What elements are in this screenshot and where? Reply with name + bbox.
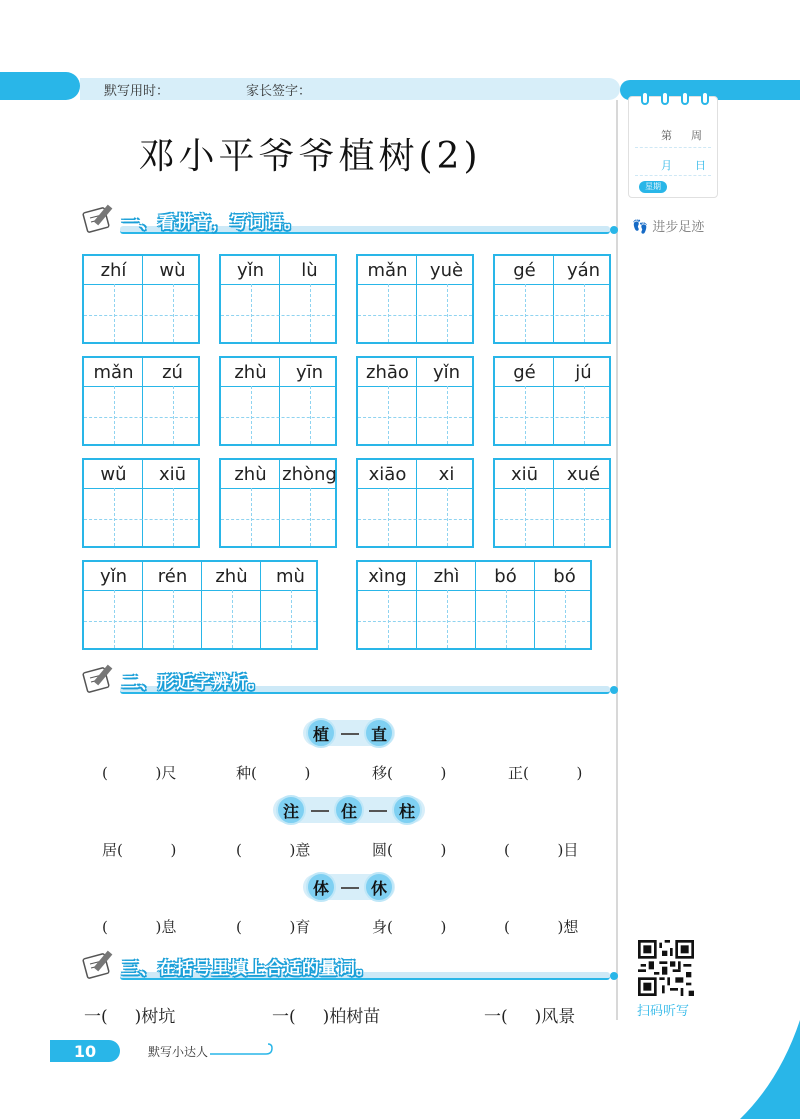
pinyin-syllable: yán [566,259,601,281]
section-2-title: 二、形近字辨析。 [122,673,266,693]
pinyin-word-box[interactable] [82,458,200,548]
pinyin-word-box[interactable] [356,356,474,446]
pinyin-syllable: xiū [510,463,539,485]
measure-item[interactable]: 一( )树坑 [84,1007,176,1027]
pinyin-word-box[interactable] [493,458,611,548]
char: 住 [334,795,364,825]
section-1-header [82,202,618,238]
char: 直 [364,718,394,748]
char: 柱 [392,795,422,825]
calendar-card [628,96,718,198]
pinyin-syllable: yǐn [432,361,461,383]
section-3-header [82,948,618,984]
blank-item[interactable]: ( )想 [504,918,579,936]
pinyin-word-box[interactable] [82,254,200,344]
blank-item[interactable]: 正( ) [508,764,583,782]
blank-item[interactable]: ( )息 [102,918,177,936]
blank-item[interactable]: 圆( ) [372,841,447,859]
pinyin-word-box[interactable] [82,356,200,446]
progress-footprints [632,216,704,235]
pinyin-syllable: bó [553,565,576,587]
measure-item[interactable]: 一( )柏树苗 [272,1007,381,1027]
measure-item[interactable]: 一( )风景 [484,1007,576,1027]
blank-item[interactable]: 居( ) [102,841,177,859]
header-accent [0,72,80,100]
pinyin-syllable: zhí [100,259,127,281]
qr-code-icon[interactable] [638,940,694,996]
calendar-yue: 月 [661,159,672,172]
section-2-header [82,662,618,698]
pinyin-word-box[interactable] [356,560,592,650]
pinyin-syllable: zhì [433,565,460,587]
pinyin-syllable: yīn [295,361,324,383]
pinyin-syllable: wù [159,259,186,281]
pinyin-syllable: zhāo [366,361,409,383]
pinyin-syllable: lù [301,259,318,281]
ring-icon [701,91,709,105]
pinyin-syllable: xi [438,463,455,485]
pinyin-word-box[interactable] [219,458,337,548]
pinyin-syllable: yuè [429,259,464,281]
blank-item[interactable]: 身( ) [372,918,447,936]
pinyin-word-box[interactable] [82,560,318,650]
pinyin-word-box[interactable] [219,356,337,446]
char: 注 [276,795,306,825]
pencil-notebook-icon [82,662,118,694]
calendar-ri: 日 [695,159,706,172]
calendar-zhou: 周 [691,129,702,142]
weekday-badge: 星期 [639,181,667,193]
calendar-di: 第 [661,129,672,142]
blank-item[interactable]: ( )育 [236,918,311,936]
time-label: 默写用时： [104,84,170,99]
pinyin-syllable: zhòng [282,463,337,485]
qr-label: 扫码听写 [637,1004,690,1019]
blank-item[interactable]: 种( ) [236,764,311,782]
pinyin-syllable: jú [575,361,592,383]
pinyin-syllable: mǎn [367,259,408,281]
blank-item[interactable]: ( )目 [504,841,579,859]
pencil-notebook-icon [82,202,118,234]
pinyin-word-box[interactable] [493,254,611,344]
pinyin-word-box[interactable] [219,254,337,344]
pinyin-syllable: zhù [234,361,267,383]
parent-signature-label: 家长签字： [246,84,312,99]
pinyin-syllable: yǐn [236,259,265,281]
pinyin-syllable: xiāo [368,463,407,485]
pinyin-syllable: wǔ [100,463,127,485]
ring-icon [641,91,649,105]
ring-icon [661,91,669,105]
pinyin-word-box[interactable] [493,356,611,446]
char: 体 [306,872,336,902]
blank-item[interactable]: ( )尺 [102,764,177,782]
pinyin-syllable: gé [513,361,536,383]
blank-item[interactable]: ( )意 [236,841,311,859]
page-title: 邓小平爷爷植树(2) [138,136,482,177]
pinyin-syllable: xìng [368,565,407,587]
pinyin-word-box[interactable] [356,254,474,344]
footprint-icon: 👣 [632,220,649,235]
pinyin-syllable: zhù [234,463,267,485]
pinyin-syllable: mǎn [93,361,134,383]
pencil-notebook-icon [82,948,118,980]
pinyin-syllable: yǐn [99,565,128,587]
pinyin-syllable: xué [566,463,601,485]
section-3-title: 三、在括号里填上合适的量词。 [122,959,374,979]
margin-divider [616,100,618,1020]
pinyin-syllable: zú [162,361,183,383]
pinyin-syllable: bó [494,565,517,587]
page-number: 10 [50,1040,120,1062]
section-1-title: 一、看拼音，写词语。 [122,213,302,233]
pinyin-syllable: xiū [158,463,187,485]
blank-item[interactable]: 移( ) [372,764,447,782]
pinyin-syllable: rén [157,565,188,587]
ring-icon [681,91,689,105]
pinyin-syllable: mù [276,565,305,587]
footer-swoosh [210,1043,274,1057]
char: 植 [306,718,336,748]
char: 休 [364,872,394,902]
pinyin-syllable: zhù [215,565,248,587]
footer-label: 默写小达人 [148,1045,209,1059]
progress-label: 进步足迹 [652,220,705,235]
corner-decoration [740,1020,800,1119]
pinyin-syllable: gé [513,259,536,281]
pinyin-word-box[interactable] [356,458,474,548]
